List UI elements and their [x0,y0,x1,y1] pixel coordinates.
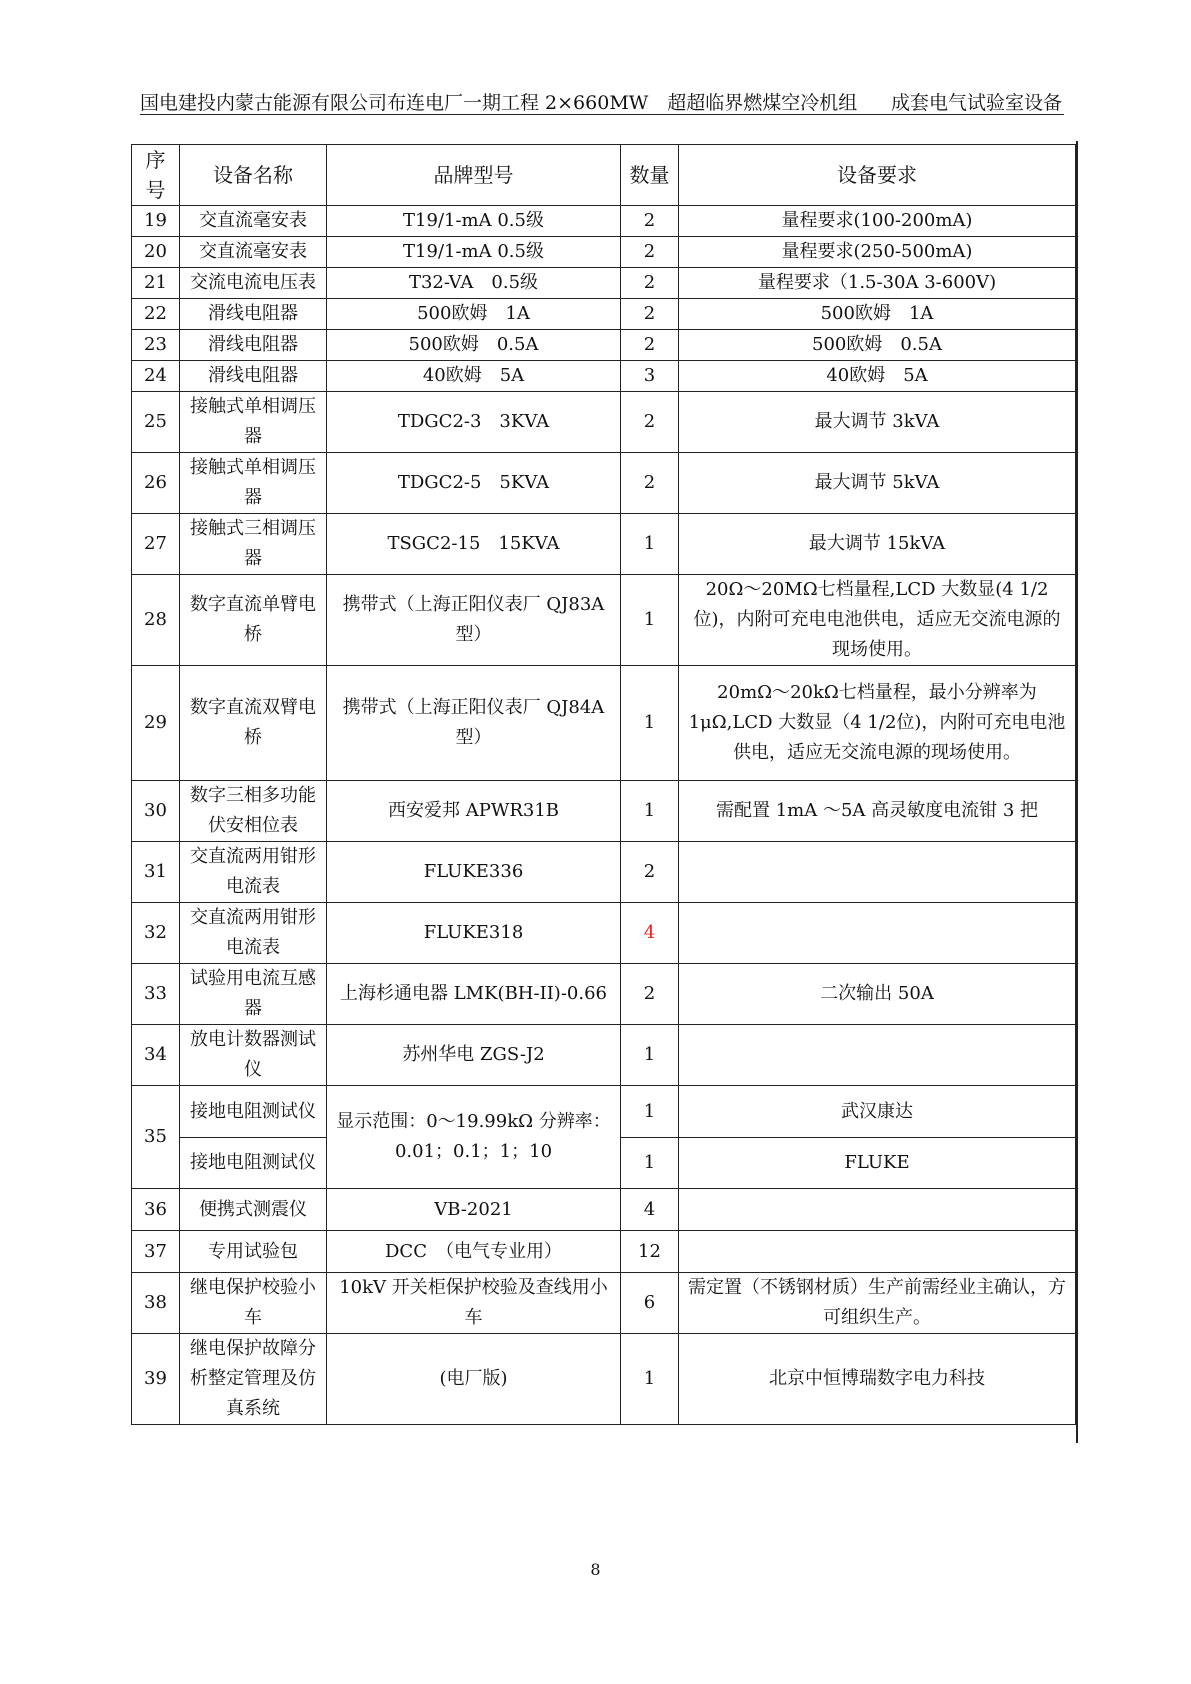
row-qty: 2 [621,330,679,361]
row-qty: 3 [621,361,679,392]
row-qty: 2 [621,237,679,268]
row-model: 500欧姆 1A [327,299,621,330]
row-name: 接地电阻测试仪 [180,1138,327,1189]
row-no: 22 [132,299,180,330]
row-qty: 1 [621,781,679,842]
table-row [132,330,1076,361]
row-model: T19/1-mA 0.5级 [327,206,621,237]
row-name: 滑线电阻器 [180,299,327,330]
row-no: 19 [132,206,180,237]
row-requirement [679,1231,1076,1273]
row-name: 滑线电阻器 [180,330,327,361]
row-model: TDGC2-5 5KVA [327,453,621,514]
row-qty: 1 [621,514,679,575]
row-no: 25 [132,392,180,453]
table-row [132,964,1076,1025]
row-requirement: 20mΩ～20kΩ七档量程，最小分辨率为1μΩ,LCD 大数显（4 1/2位)，内附可充电电池供电，适应无交流电源的现场使用。 [679,666,1076,781]
row-qty: 2 [621,206,679,237]
row-name: 继电保护校验小车 [180,1273,327,1334]
row-no: 36 [132,1189,180,1231]
row-model: (电厂版) [327,1334,621,1425]
row-name: 接触式三相调压器 [180,514,327,575]
row-requirement: 量程要求(250-500mA) [679,237,1076,268]
row-qty: 2 [621,964,679,1025]
row-no: 26 [132,453,180,514]
table-row [132,453,1076,514]
header-no: 序号 [132,145,180,206]
table-row [132,1086,1076,1138]
table-row [132,666,1076,781]
row-model: T32-VA 0.5级 [327,268,621,299]
row-qty: 1 [621,1138,679,1189]
row-model: 显示范围：0～19.99kΩ 分辨率：0.01；0.1；1；10 [327,1086,621,1189]
table-row [132,842,1076,903]
row-model: FLUKE336 [327,842,621,903]
table-row [132,237,1076,268]
row-qty: 2 [621,268,679,299]
row-model: FLUKE318 [327,903,621,964]
row-requirement: 量程要求(100-200mA) [679,206,1076,237]
equipment-table-wrapper [131,144,1075,1425]
table-row [132,575,1076,666]
row-requirement [679,842,1076,903]
row-requirement [679,1025,1076,1086]
row-model: 携带式（上海正阳仪表厂 QJ83A 型） [327,575,621,666]
row-no: 20 [132,237,180,268]
row-no: 32 [132,903,180,964]
row-requirement: FLUKE [679,1138,1076,1189]
row-no: 29 [132,666,180,781]
row-requirement: 最大调节 15kVA [679,514,1076,575]
table-row [132,361,1076,392]
row-no: 24 [132,361,180,392]
table-row [132,903,1076,964]
row-requirement: 500欧姆 1A [679,299,1076,330]
row-name: 滑线电阻器 [180,361,327,392]
row-requirement: 最大调节 5kVA [679,453,1076,514]
row-no: 33 [132,964,180,1025]
row-qty: 6 [621,1273,679,1334]
row-qty: 1 [621,1025,679,1086]
row-requirement: 500欧姆 0.5A [679,330,1076,361]
row-no: 37 [132,1231,180,1273]
table-row [132,514,1076,575]
row-model: 10kV 开关柜保护校验及查线用小车 [327,1273,621,1334]
row-requirement: 武汉康达 [679,1086,1076,1138]
page-header [140,84,1064,115]
row-name: 便携式测震仪 [180,1189,327,1231]
row-qty: 1 [621,666,679,781]
row-no: 23 [132,330,180,361]
header-requirement: 设备要求 [679,145,1076,206]
row-name: 交流电流电压表 [180,268,327,299]
row-name: 数字三相多功能伏安相位表 [180,781,327,842]
row-qty: 2 [621,392,679,453]
row-no: 34 [132,1025,180,1086]
row-model: 500欧姆 0.5A [327,330,621,361]
row-model: 携带式（上海正阳仪表厂 QJ84A 型） [327,666,621,781]
header-name: 设备名称 [180,145,327,206]
row-name: 接地电阻测试仪 [180,1086,327,1138]
row-model: 40欧姆 5A [327,361,621,392]
row-model: TDGC2-3 3KVA [327,392,621,453]
row-qty: 4 [621,1189,679,1231]
row-requirement: 最大调节 3kVA [679,392,1076,453]
header-section-title: 成套电气试验室设备 [890,92,1062,114]
row-requirement: 量程要求（1.5-30A 3-600V) [679,268,1076,299]
row-model: DCC （电气专业用） [327,1231,621,1273]
row-no: 31 [132,842,180,903]
table-row [132,392,1076,453]
row-name: 接触式单相调压器 [180,453,327,514]
header-model: 品牌型号 [327,145,621,206]
table-header-row [132,145,1076,206]
table-row [132,1334,1076,1425]
row-name: 交直流两用钳形电流表 [180,903,327,964]
right-margin-rule [1076,141,1078,1443]
table-row [132,1025,1076,1086]
row-model: T19/1-mA 0.5级 [327,237,621,268]
row-name: 数字直流单臂电桥 [180,575,327,666]
row-qty-highlighted: 4 [621,903,679,964]
table-row [132,268,1076,299]
row-model: TSGC2-15 15KVA [327,514,621,575]
table-row [132,1273,1076,1334]
row-name: 交直流两用钳形电流表 [180,842,327,903]
table-row [132,1189,1076,1231]
row-name: 试验用电流互感器 [180,964,327,1025]
row-name: 交直流毫安表 [180,206,327,237]
header-qty: 数量 [621,145,679,206]
header-project-title: 国电建投内蒙古能源有限公司布连电厂一期工程 2×660MW 超超临界燃煤空冷机组 [140,92,858,114]
row-no: 35 [132,1086,180,1189]
equipment-table [131,144,1076,1425]
row-qty: 1 [621,575,679,666]
table-row [132,299,1076,330]
row-qty: 12 [621,1231,679,1273]
row-model: VB-2021 [327,1189,621,1231]
row-requirement: 40欧姆 5A [679,361,1076,392]
row-requirement: 北京中恒博瑞数字电力科技 [679,1334,1076,1425]
row-requirement: 需配置 1mA ～5A 高灵敏度电流钳 3 把 [679,781,1076,842]
table-row [132,1231,1076,1273]
row-requirement: 二次输出 50A [679,964,1076,1025]
row-name: 专用试验包 [180,1231,327,1273]
row-qty: 2 [621,299,679,330]
row-name: 接触式单相调压器 [180,392,327,453]
row-no: 27 [132,514,180,575]
row-qty: 2 [621,453,679,514]
row-requirement [679,903,1076,964]
row-name: 交直流毫安表 [180,237,327,268]
row-name: 数字直流双臂电桥 [180,666,327,781]
row-name: 继电保护故障分析整定管理及仿真系统 [180,1334,327,1425]
row-qty: 1 [621,1334,679,1425]
row-no: 30 [132,781,180,842]
row-qty: 1 [621,1086,679,1138]
row-model: 西安爱邦 APWR31B [327,781,621,842]
row-no: 38 [132,1273,180,1334]
page-number: 8 [590,1560,601,1579]
row-name: 放电计数器测试仪 [180,1025,327,1086]
row-qty: 2 [621,842,679,903]
table-row [132,781,1076,842]
row-model: 苏州华电 ZGS-J2 [327,1025,621,1086]
row-requirement: 需定置（不锈钢材质）生产前需经业主确认，方可组织生产。 [679,1273,1076,1334]
row-model: 上海杉通电器 LMK(BH-II)-0.66 [327,964,621,1025]
row-requirement [679,1189,1076,1231]
row-no: 21 [132,268,180,299]
row-requirement: 20Ω～20MΩ七档量程,LCD 大数显(4 1/2位)，内附可充电电池供电，适应无交流电源的现场使用。 [679,575,1076,666]
row-no: 39 [132,1334,180,1425]
row-no: 28 [132,575,180,666]
table-row [132,206,1076,237]
